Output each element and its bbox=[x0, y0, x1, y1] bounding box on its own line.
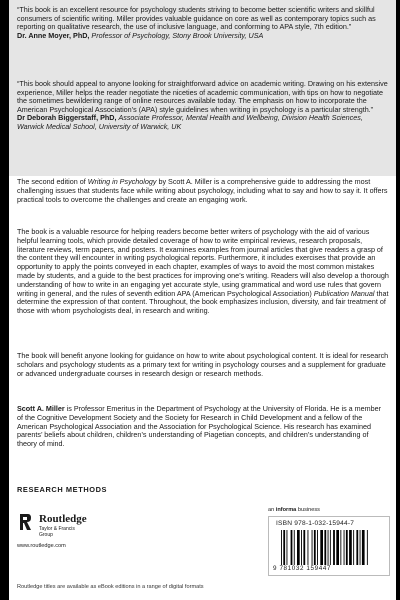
endorser-affiliation: Associate Professor, Mental Health and Wellbeing, Division Health Sciences, Warwick Medical School, University of Warwick, UK bbox=[17, 113, 363, 131]
description-paragraph-1 bbox=[17, 178, 389, 204]
left-edge-bar bbox=[0, 0, 9, 600]
text-run: that determine the expression of that content. Throughout, the book emphasizes inclusion, diversity, and fair treatment of those with whom psychologists deal, in research and writing. bbox=[17, 288, 389, 316]
endorser-affiliation: Professor of Psychology, Stony Brook University, USA bbox=[91, 30, 264, 40]
text-run: an bbox=[268, 507, 276, 513]
endorsement-quote: “This book should appeal to anyone looking for straightforward advice on academic writing. Drawing on his extensive experience, Miller helps the reader negotiate the niceties of academic communication, with tips on how to negotiate the sometimes bewildering range of online resources available today. The emphasis on how to incorporate the American Psychological Association’s (APA) style guidelines when writing in psychology is a particular strength.” bbox=[17, 79, 388, 114]
ebook-note: Routledge titles are available as eBook editions in a range of digital formats bbox=[17, 584, 204, 590]
description-paragraph-2 bbox=[17, 228, 389, 316]
endorsement-quote: “This book is an excellent resource for psychology students striving to become better scientific writers and skillful consumers of scientific writing. Miller provides valuable guidance on core as well as contemporary topics such as reporting on qualitative research, the use of inclusive language, and conforming to APA style, 7th edition.” bbox=[17, 5, 376, 32]
series-label: RESEARCH METHODS bbox=[17, 485, 108, 494]
text-run: The book will benefit anyone looking for guidance on how to write about psychological content. It is ideal for research scholars and psychology students as a primary text for writing in psychology courses and a supplement for graduate or advanced undergraduate courses in research design or research methods. bbox=[17, 351, 389, 378]
informa-brand: informa bbox=[275, 507, 297, 513]
publisher-website: www.routledge.com bbox=[17, 543, 66, 549]
barcode-box bbox=[268, 516, 390, 576]
author-name: Scott A. Miller bbox=[17, 404, 65, 413]
publisher-name: Routledge bbox=[39, 513, 87, 525]
isbn-label: ISBN 978-1-032-15944-7 bbox=[276, 520, 355, 527]
endorsement-attribution bbox=[17, 114, 389, 131]
endorser-name: Dr Deborah Biggerstaff, PhD, bbox=[17, 113, 117, 123]
text-run: by Scott A. Miller is a comprehensive guide to addressing the most challenging issues that students face while writing about psychology, including what to say and how to say it. It offers practical tools to overcome the challenges and create an engaging work. bbox=[17, 177, 388, 204]
barcode-icon bbox=[281, 530, 377, 565]
endorsement-2 bbox=[17, 80, 389, 132]
author-bio-text: is Professor Emeritus in the Department of Psychology at the University of Florida. He is a member of the Cognitive Development Society and the Society for Research in Child Development and a fellow of the American Psychological Association and the Association for Psychological Science. His research has examined parents’ beliefs about children, children’s understanding of Piagetian concepts, and children’s understanding of theory of mind. bbox=[17, 404, 382, 449]
author-bio bbox=[17, 405, 389, 449]
publisher-logo bbox=[17, 512, 87, 538]
description-paragraph-3 bbox=[17, 352, 389, 378]
routledge-logo-icon bbox=[17, 512, 33, 532]
informa-tagline bbox=[268, 507, 320, 513]
manual-title: Publication Manual bbox=[313, 288, 375, 298]
text-run: The second edition of bbox=[17, 177, 88, 186]
book-title: Writing in Psychology bbox=[87, 177, 157, 186]
text-run: business bbox=[296, 507, 320, 513]
endorsement-1 bbox=[17, 6, 389, 40]
endorsement-attribution bbox=[17, 32, 389, 41]
right-edge-bar bbox=[396, 0, 400, 600]
publisher-group: Taylor & Francis Group bbox=[39, 526, 75, 538]
barcode-digits: 9 781032 159447 bbox=[273, 565, 332, 572]
endorser-name: Dr. Anne Moyer, PhD, bbox=[17, 30, 90, 40]
text-run: The book is a valuable resource for helping readers become better writers of psychology with the aid of various helpful learning tools, which provide detailed coverage of how to write empirical reviews, research proposals, literature reviews, term papers, and posters. It examines examples from journal articles that give readers a grasp of the content they will encounter in writing psychological reports. Furthermore, it includes exercises that provide an opportunity to apply the points conveyed in each chapter, examples of ways to avoid the most common mistakes made by students, and a guide to the best practices for improving one’s writing. Readers will also develop a thorough understanding of how to write in an engaging yet accurate style, using grammatical and word use rules that govern writing in general, and the rules of seventh edition APA (American Psychological Association) bbox=[17, 227, 389, 298]
